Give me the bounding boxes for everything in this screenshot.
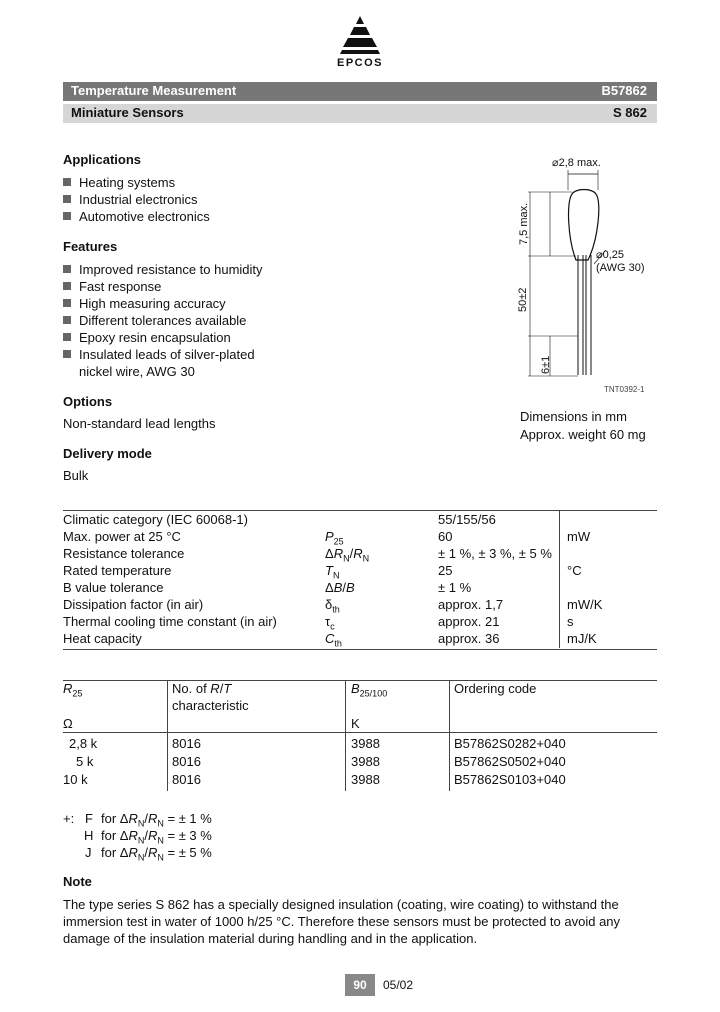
header-subtitle: Miniature Sensors [71, 105, 184, 120]
table-row: 2,8 k 8016 3988 B57862S0282+040 [69, 736, 566, 751]
features-list [63, 261, 263, 380]
applications-list [63, 174, 210, 225]
applications-heading: Applications [63, 152, 142, 167]
delivery-heading: Delivery mode [63, 446, 152, 461]
dim-total-length: 50±2 [517, 287, 529, 312]
tolerance-item: J for $\Delta R_N/R_N$ = ± 5 % [85, 845, 212, 863]
table-row: Max. power at 25 °C $P_{25}$ 60 mW [63, 529, 591, 547]
table-row: Heat capacity $C_{th}$ approx. 36 mJ/K [63, 631, 597, 649]
note-heading: Note [63, 874, 92, 889]
date-code: 05/02 [383, 978, 414, 992]
table-row: Thermal cooling time constant (in air) $\tau_c$ approx. 21 s [63, 614, 574, 632]
epcos-logo-icon [338, 14, 382, 56]
list-item: Different tolerances available [63, 312, 263, 329]
header-code: B57862 [601, 83, 647, 98]
header-series: S 862 [613, 105, 647, 120]
list-item: Automotive electronics [63, 208, 210, 225]
list-item: Industrial electronics [63, 191, 210, 208]
header-title: Temperature Measurement [71, 83, 237, 98]
list-item: Fast response [63, 278, 263, 295]
drawing-ref: TNT0392-1 [604, 385, 645, 394]
dim-bottom-length: 6±1 [540, 355, 552, 374]
dim-awg: (AWG 30) [596, 262, 645, 274]
tolerance-item: +: F for $\Delta R_N/R_N$ = ± 1 % [63, 811, 212, 829]
table-row: 5 k 8016 3988 B57862S0502+040 [76, 754, 566, 769]
drawing-caption-weight: Approx. weight 60 mg [520, 427, 646, 442]
dim-diameter-top: ⌀2,8 max. [552, 157, 601, 169]
page-number: 90 [345, 974, 375, 996]
subheader-bar [63, 104, 657, 123]
list-item: High measuring accuracy [63, 295, 263, 312]
ordering-table: $R_{25}$ No. of R/T characteristic $B_{25/100}$ Ordering code Ω K 2,8 k 8016 3988 B57862S0282+040 5 k 8016 3988 B57862S0502+040 10 k 8016 3988 B57862S0103+040 [63, 681, 657, 796]
delivery-text: Bulk [63, 468, 89, 483]
table-row: Climatic category (IEC 60068-1) 55/155/56 [63, 512, 496, 527]
dimension-drawing [510, 150, 660, 400]
tolerance-codes [63, 810, 263, 861]
dim-length-top: 7,5 max. [518, 202, 530, 245]
note-text: The type series S 862 has a specially designed insulation (coating, wire coating) to withstand the immersion test in water of 1000 h/25 °C. Therefore these sensors must be protected to avoid any damage of the insulation material during handling and in the application. [63, 897, 621, 946]
options-text: Non-standard lead lengths [63, 416, 216, 431]
specs-bottom-rule [63, 649, 657, 650]
header-bar [63, 82, 657, 101]
table-row: B value tolerance ΔB/B ± 1 % [63, 580, 472, 595]
list-item: Insulated leads of silver-plated [63, 346, 263, 363]
features-heading: Features [63, 239, 118, 254]
list-item: Improved resistance to humidity [63, 261, 263, 278]
table-row: 10 k 8016 3988 B57862S0103+040 [63, 772, 566, 787]
dim-wire-diameter: ⌀0,25 [596, 249, 625, 261]
list-item: Heating systems [63, 174, 210, 191]
list-item: Epoxy resin encapsulation [63, 329, 263, 346]
table-row: Rated temperature $T_N$ 25 °C [63, 563, 582, 581]
drawing-caption-dimensions: Dimensions in mm [520, 409, 627, 424]
options-heading: Options [63, 394, 113, 409]
list-item-continuation: nickel wire, AWG 30 [79, 364, 195, 379]
tolerance-item: H for $\Delta R_N/R_N$ = ± 3 % [84, 828, 212, 846]
table-row: Resistance tolerance $\Delta R_N/R_N$ ± 1 %, ± 3 %, ± 5 % [63, 546, 552, 564]
table-row: Dissipation factor (in air) $\delta_{th}$ approx. 1,7 mW/K [63, 597, 603, 615]
logo-text: EPCOS [336, 57, 383, 69]
